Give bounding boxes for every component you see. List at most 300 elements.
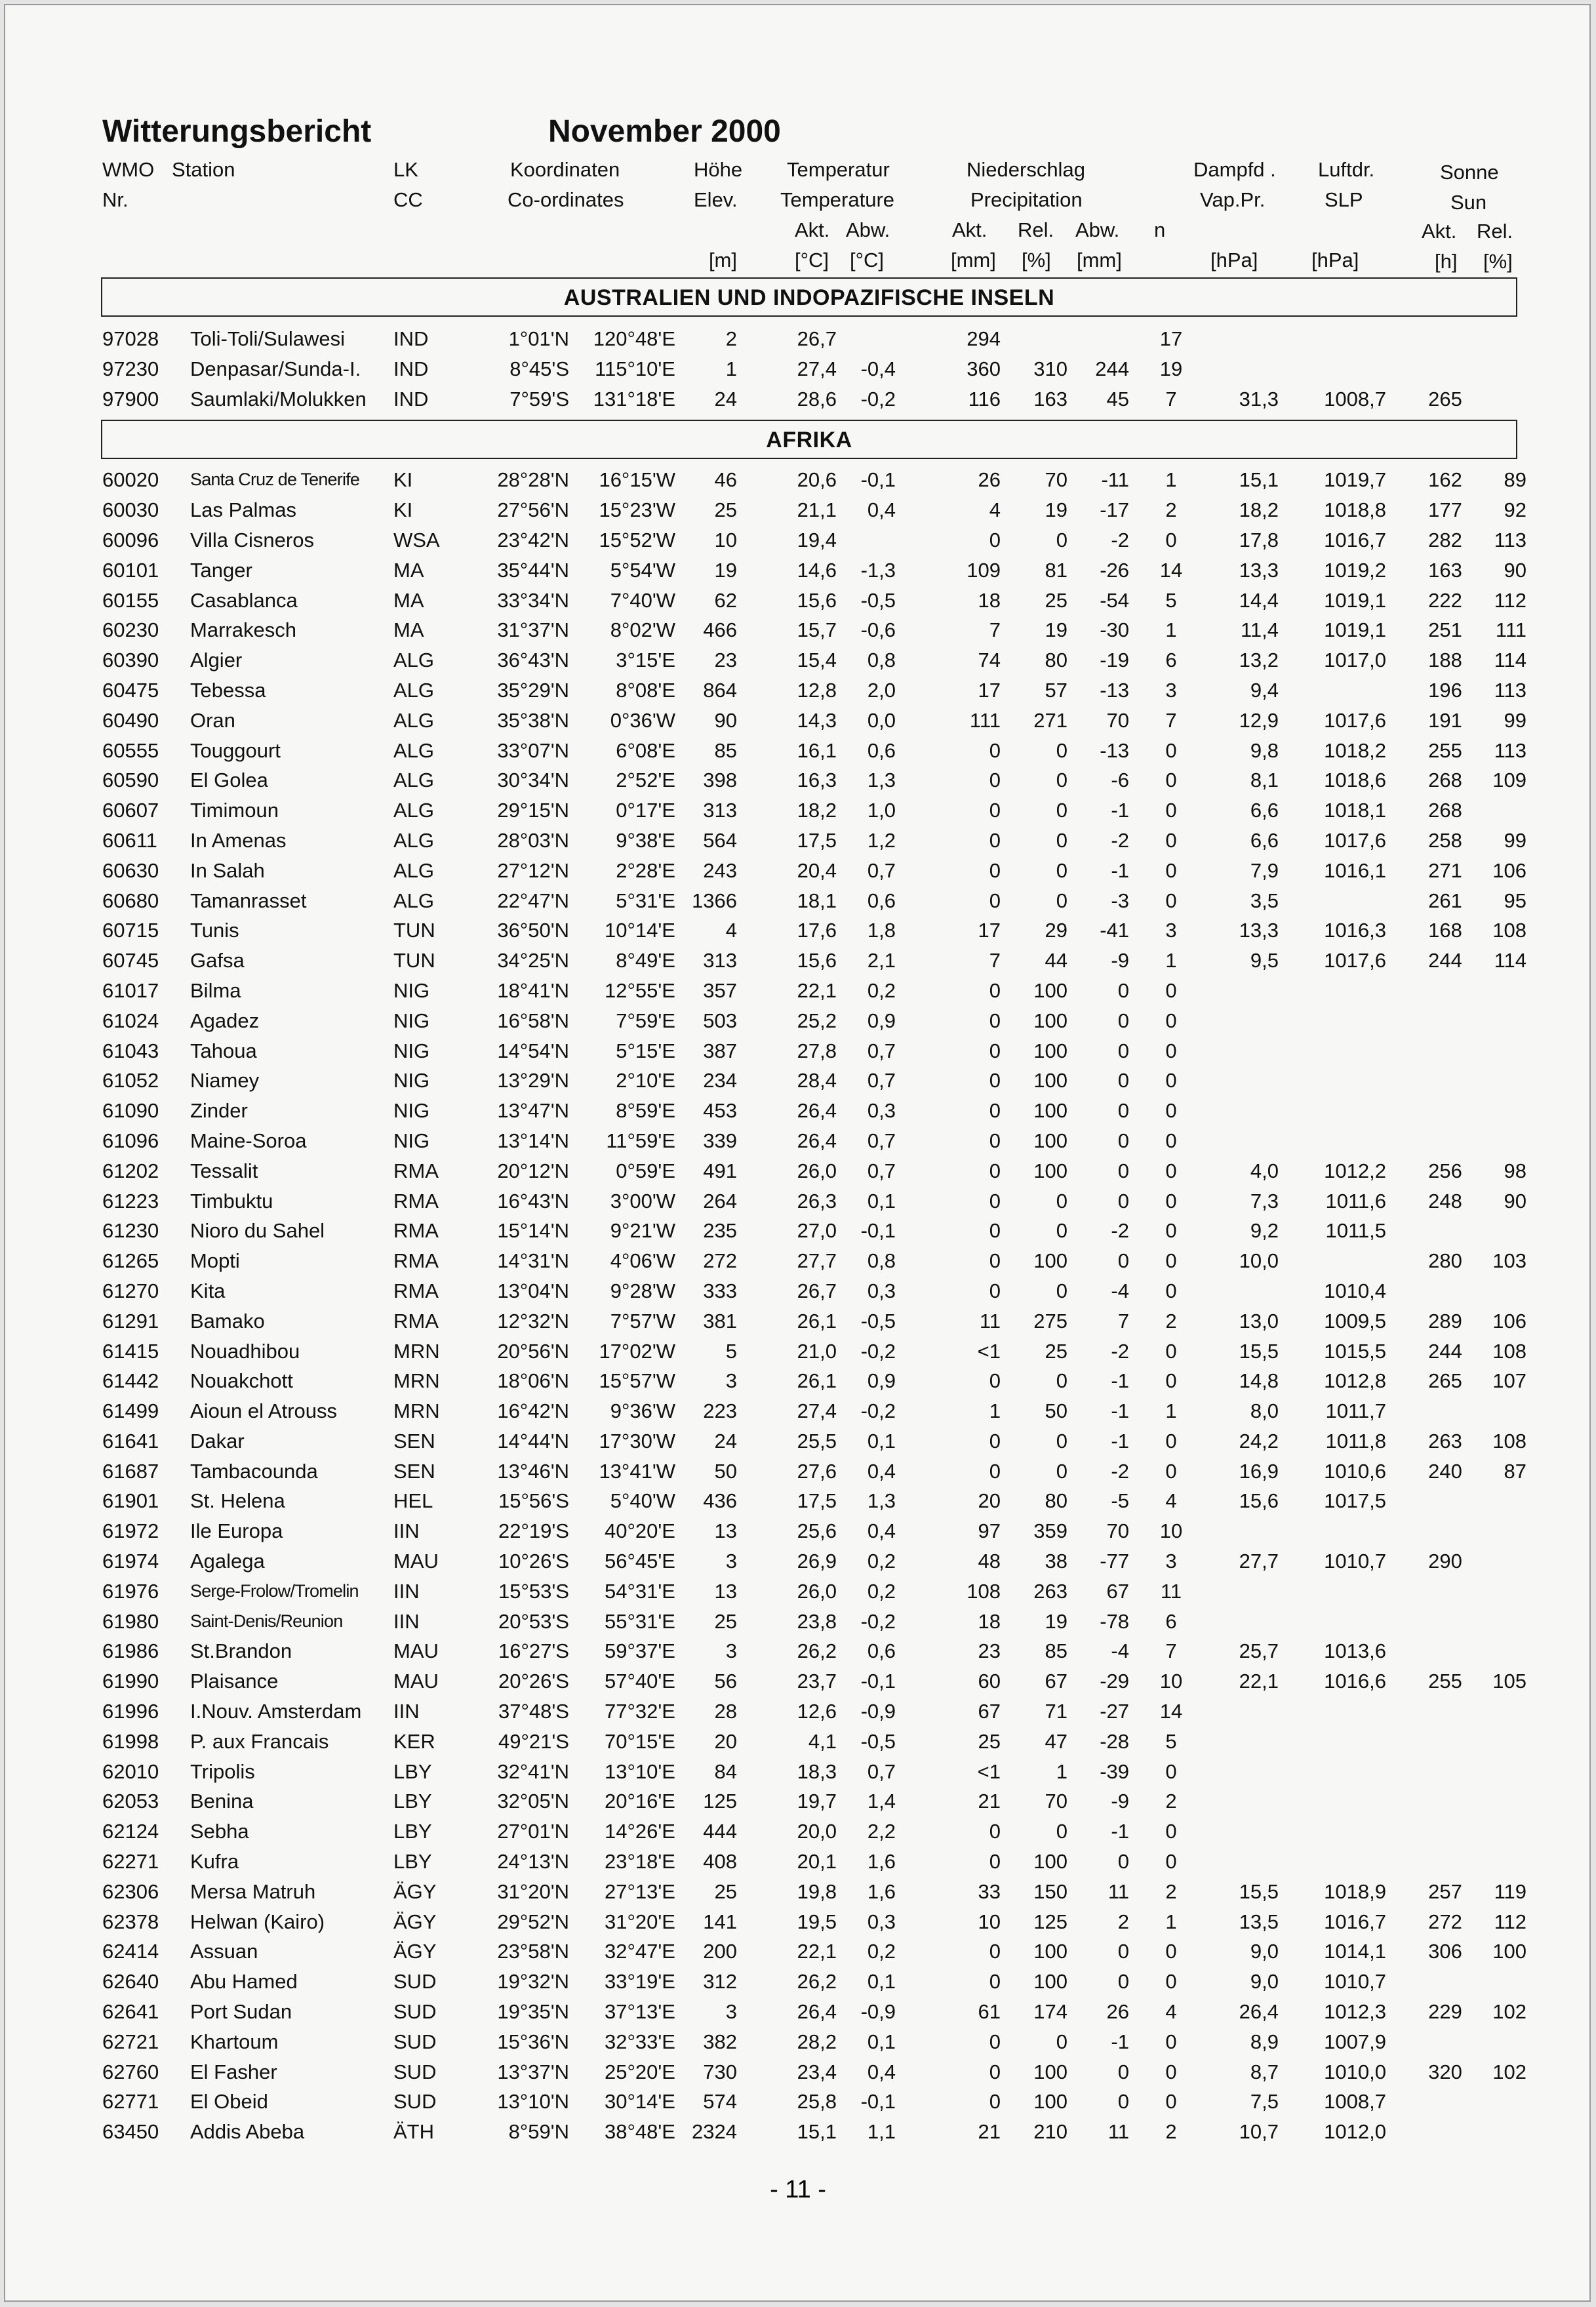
table-row <box>97 1066 1540 1096</box>
header-temp-unit1: [°C] <box>795 249 829 271</box>
prec-actual: <1 <box>977 1339 1001 1363</box>
prec-deviation: 0 <box>1117 1970 1129 1994</box>
station-name: Tessalit <box>190 1159 258 1182</box>
prec-relative: 85 <box>1045 1639 1067 1663</box>
prec-deviation: -5 <box>1111 1489 1129 1513</box>
prec-relative: 100 <box>1033 2090 1067 2114</box>
elevation: 13 <box>714 1519 737 1543</box>
temp-actual: 18,2 <box>797 799 837 822</box>
prec-deviation: -41 <box>1100 919 1129 942</box>
vapour-pressure: 12,9 <box>1239 708 1279 732</box>
temp-deviation: 0,8 <box>867 1249 896 1273</box>
vapour-pressure: 9,2 <box>1250 1219 1279 1243</box>
header-hpa2: [hPa] <box>1311 249 1359 271</box>
header-temperature: Temperature <box>780 188 895 211</box>
station-name: Nouakchott <box>190 1369 293 1393</box>
prec-days: 0 <box>1165 889 1177 912</box>
temp-actual: 17,6 <box>797 919 837 942</box>
prec-days: 0 <box>1165 1129 1177 1152</box>
wmo-number: 61974 <box>102 1550 159 1573</box>
elevation: 125 <box>703 1790 737 1813</box>
vapour-pressure: 14,8 <box>1239 1369 1279 1393</box>
temp-deviation: 0,4 <box>867 498 896 522</box>
latitude: 20°26'S <box>498 1670 569 1693</box>
sun-relative: 108 <box>1492 1429 1526 1453</box>
header-wmo: WMO <box>102 158 155 181</box>
prec-deviation: -30 <box>1100 618 1129 642</box>
sun-relative: 100 <box>1492 1940 1526 1963</box>
prec-deviation: -78 <box>1100 1609 1129 1633</box>
latitude: 20°12'N <box>497 1159 569 1182</box>
vapour-pressure: 6,6 <box>1250 828 1279 852</box>
vapour-pressure: 13,2 <box>1239 649 1279 672</box>
longitude: 30°14'E <box>605 2090 675 2114</box>
elevation: 574 <box>703 2090 737 2114</box>
temp-actual: 21,0 <box>797 1339 837 1363</box>
station-name: Serge-Frolow/Tromelin <box>190 1580 359 1601</box>
latitude: 23°58'N <box>497 1940 569 1963</box>
prec-days: 0 <box>1165 1970 1177 1994</box>
elevation: 491 <box>703 1159 737 1182</box>
prec-deviation: -17 <box>1100 498 1129 522</box>
prec-actual: 33 <box>978 1879 1001 1903</box>
table-row <box>97 1727 1540 1757</box>
sea-level-pressure: 1009,5 <box>1324 1309 1386 1333</box>
longitude: 23°18'E <box>605 1850 675 1874</box>
longitude: 2°52'E <box>616 769 675 792</box>
temp-actual: 20,4 <box>797 858 837 882</box>
temp-deviation: 0,3 <box>867 1099 896 1123</box>
prec-relative: 310 <box>1033 357 1067 380</box>
header-niederschlag: Niederschlag <box>967 158 1085 181</box>
prec-actual: 0 <box>989 1039 1001 1062</box>
elevation: 141 <box>703 1910 737 1933</box>
prec-relative: 1 <box>1056 1759 1067 1783</box>
prec-actual: 0 <box>989 528 1001 552</box>
prec-deviation: 0 <box>1117 2060 1129 2083</box>
sun-relative: 90 <box>1504 558 1526 582</box>
latitude: 33°34'N <box>497 588 569 612</box>
prec-relative: 174 <box>1033 2000 1067 2024</box>
header-hpa1: [hPa] <box>1210 249 1258 271</box>
elevation: 50 <box>714 1459 737 1483</box>
table-row <box>97 1517 1540 1547</box>
prec-days: 7 <box>1165 1639 1177 1663</box>
sea-level-pressure: 1012,8 <box>1324 1369 1386 1393</box>
elevation: 730 <box>703 2060 737 2083</box>
prec-deviation: -1 <box>1111 1429 1129 1453</box>
wmo-number: 60030 <box>102 498 159 522</box>
table-row <box>97 1277 1540 1307</box>
temp-deviation: -0,5 <box>860 588 896 612</box>
prec-relative: 50 <box>1045 1399 1067 1423</box>
temp-actual: 28,4 <box>797 1069 837 1093</box>
station-name: Kita <box>190 1279 226 1302</box>
temp-deviation: -0,2 <box>860 387 896 411</box>
station-name: Timimoun <box>190 799 279 822</box>
country-code: IIN <box>393 1519 420 1543</box>
latitude: 35°29'N <box>497 678 569 702</box>
temp-deviation: 0,2 <box>867 1550 896 1573</box>
wmo-number: 62414 <box>102 1940 159 1963</box>
table-row <box>97 1307 1540 1337</box>
vapour-pressure: 7,9 <box>1250 858 1279 882</box>
country-code: MA <box>393 588 424 612</box>
prec-relative: 275 <box>1033 1309 1067 1333</box>
prec-actual: 4 <box>989 498 1001 522</box>
prec-days: 0 <box>1165 2060 1177 2083</box>
sun-hours: 251 <box>1428 618 1462 642</box>
wmo-number: 62640 <box>102 1970 159 1994</box>
station-name: Helwan (Kairo) <box>190 1910 325 1933</box>
prec-relative: 100 <box>1033 1159 1067 1182</box>
wmo-number: 63450 <box>102 2120 159 2144</box>
country-code: MRN <box>393 1399 440 1423</box>
country-code: LBY <box>393 1759 432 1783</box>
wmo-number: 61291 <box>102 1309 159 1333</box>
sea-level-pressure: 1018,6 <box>1324 769 1386 792</box>
prec-actual: 0 <box>989 1099 1001 1123</box>
wmo-number: 60096 <box>102 528 159 552</box>
station-name: Ile Europa <box>190 1519 283 1543</box>
longitude: 3°15'E <box>616 649 675 672</box>
longitude: 5°54'W <box>610 558 675 582</box>
sun-relative: 108 <box>1492 1339 1526 1363</box>
longitude: 13°10'E <box>605 1759 675 1783</box>
temp-actual: 27,0 <box>797 1219 837 1243</box>
prec-days: 0 <box>1165 828 1177 852</box>
wmo-number: 60101 <box>102 558 159 582</box>
temp-deviation: 0,6 <box>867 1639 896 1663</box>
temp-deviation: 1,2 <box>867 828 896 852</box>
prec-actual: 26 <box>978 468 1001 492</box>
vapour-pressure: 6,6 <box>1250 799 1279 822</box>
prec-relative: 67 <box>1045 1670 1067 1693</box>
sun-hours: 268 <box>1428 799 1462 822</box>
prec-days: 17 <box>1159 327 1183 350</box>
temp-actual: 16,3 <box>797 769 837 792</box>
prec-relative: 100 <box>1033 1099 1067 1123</box>
elevation: 10 <box>714 528 737 552</box>
station-name: Mersa Matruh <box>190 1879 316 1903</box>
table-row <box>97 916 1540 946</box>
station-name: Agadez <box>190 1009 260 1032</box>
prec-days: 1 <box>1165 949 1177 973</box>
elevation: 56 <box>714 1670 737 1693</box>
prec-actual: 360 <box>967 357 1001 380</box>
prec-deviation: -77 <box>1100 1550 1129 1573</box>
prec-deviation: 7 <box>1117 1309 1129 1333</box>
temp-deviation: 0,7 <box>867 858 896 882</box>
longitude: 15°23'W <box>599 498 675 522</box>
station-name: Denpasar/Sunda-I. <box>190 357 361 380</box>
table-row <box>97 2087 1540 2117</box>
longitude: 2°10'E <box>616 1069 675 1093</box>
temp-deviation: -0,2 <box>860 1399 896 1423</box>
latitude: 35°44'N <box>497 558 569 582</box>
prec-actual: 0 <box>989 889 1001 912</box>
prec-actual: 0 <box>989 2060 1001 2083</box>
prec-days: 6 <box>1165 1609 1177 1633</box>
wmo-number: 61901 <box>102 1489 159 1513</box>
prec-deviation: -39 <box>1100 1759 1129 1783</box>
prec-days: 0 <box>1165 1009 1177 1032</box>
sun-hours: 168 <box>1428 919 1462 942</box>
table-row <box>97 706 1540 736</box>
elevation: 25 <box>714 498 737 522</box>
station-name: Aioun el Atrouss <box>190 1399 338 1423</box>
table-row <box>97 1247 1540 1277</box>
longitude: 0°17'E <box>616 799 675 822</box>
temp-deviation: -0,1 <box>860 1219 896 1243</box>
country-code: NIG <box>393 1099 430 1123</box>
table-row <box>97 1937 1540 1967</box>
header-coordinates: Co-ordinates <box>508 188 624 211</box>
wmo-number: 61415 <box>102 1339 159 1363</box>
prec-relative: 100 <box>1033 1129 1067 1152</box>
elevation: 2324 <box>692 2120 737 2144</box>
temp-deviation: 0,1 <box>867 1970 896 1994</box>
latitude: 18°41'N <box>497 978 569 1002</box>
prec-days: 3 <box>1165 1550 1177 1573</box>
latitude: 13°29'N <box>497 1069 569 1093</box>
vapour-pressure: 15,5 <box>1239 1879 1279 1903</box>
prec-relative: 29 <box>1045 919 1067 942</box>
longitude: 32°33'E <box>605 2030 675 2053</box>
sun-hours: 255 <box>1428 1670 1462 1693</box>
temp-actual: 19,7 <box>797 1790 837 1813</box>
temp-deviation: 0,4 <box>867 1459 896 1483</box>
prec-days: 0 <box>1165 2030 1177 2053</box>
table-row <box>97 946 1540 976</box>
sea-level-pressure: 1019,7 <box>1324 468 1386 492</box>
header-prec-n: n <box>1154 218 1166 241</box>
header-sun-unit2: [%] <box>1483 250 1513 273</box>
prec-actual: 0 <box>989 1189 1001 1213</box>
table-row <box>97 1667 1540 1697</box>
station-name: Casablanca <box>190 588 298 612</box>
header-prec-abw: Abw. <box>1075 218 1120 241</box>
table-row <box>97 466 1540 496</box>
table-row <box>97 385 1540 415</box>
wmo-number: 60475 <box>102 678 159 702</box>
latitude: 18°06'N <box>497 1369 569 1393</box>
prec-relative: 100 <box>1033 1009 1067 1032</box>
header-temp-abw: Abw. <box>846 218 890 241</box>
prec-actual: 17 <box>978 678 1001 702</box>
prec-actual: 0 <box>989 769 1001 792</box>
latitude: 32°41'N <box>497 1759 569 1783</box>
temp-deviation: 0,6 <box>867 889 896 912</box>
country-code: ALG <box>393 799 435 822</box>
header-dampfd: Dampfd . <box>1193 158 1276 181</box>
country-code: IND <box>393 357 429 380</box>
wmo-number: 62306 <box>102 1879 159 1903</box>
country-code: WSA <box>393 528 440 552</box>
country-code: ALG <box>393 769 435 792</box>
temp-deviation: 0,9 <box>867 1369 896 1393</box>
prec-relative: 0 <box>1056 1219 1067 1243</box>
latitude: 15°53'S <box>498 1579 569 1603</box>
prec-deviation: 0 <box>1117 1009 1129 1032</box>
temp-deviation: 0,3 <box>867 1910 896 1933</box>
elevation: 466 <box>703 618 737 642</box>
elevation: 5 <box>725 1339 737 1363</box>
elevation: 1366 <box>692 889 737 912</box>
prec-relative: 150 <box>1033 1879 1067 1903</box>
prec-deviation: 70 <box>1106 708 1129 732</box>
prec-relative: 0 <box>1056 858 1067 882</box>
elevation: 264 <box>703 1189 737 1213</box>
prec-relative: 100 <box>1033 1850 1067 1874</box>
vapour-pressure: 26,4 <box>1239 2000 1279 2024</box>
vapour-pressure: 16,9 <box>1239 1459 1279 1483</box>
vapour-pressure: 9,0 <box>1250 1970 1279 1994</box>
temp-deviation: 2,2 <box>867 1820 896 1843</box>
wmo-number: 60630 <box>102 858 159 882</box>
prec-days: 4 <box>1165 1489 1177 1513</box>
vapour-pressure: 9,8 <box>1250 738 1279 762</box>
longitude: 38°48'E <box>605 2120 675 2144</box>
station-name: Tambacounda <box>190 1459 318 1483</box>
temp-deviation: 1,0 <box>867 799 896 822</box>
temp-actual: 12,6 <box>797 1700 837 1723</box>
temp-actual: 14,3 <box>797 708 837 732</box>
sea-level-pressure: 1016,6 <box>1324 1670 1386 1693</box>
vapour-pressure: 11,4 <box>1240 618 1279 642</box>
vapour-pressure: 4,0 <box>1250 1159 1279 1182</box>
temp-actual: 26,0 <box>797 1159 837 1182</box>
station-name: Toli-Toli/Sulawesi <box>190 327 346 350</box>
prec-deviation: -2 <box>1111 828 1129 852</box>
station-name: P. aux Francais <box>190 1729 329 1753</box>
temp-actual: 19,4 <box>797 528 837 552</box>
temp-actual: 18,1 <box>797 889 837 912</box>
prec-relative: 57 <box>1045 678 1067 702</box>
header-unit-m: [m] <box>708 249 737 271</box>
wmo-number: 97028 <box>102 327 159 350</box>
temp-actual: 27,7 <box>797 1249 837 1273</box>
prec-deviation: 0 <box>1117 1039 1129 1062</box>
latitude: 37°48'S <box>498 1700 569 1723</box>
station-name: El Obeid <box>190 2090 268 2114</box>
prec-actual: 0 <box>989 1009 1001 1032</box>
prec-deviation: -1 <box>1111 858 1129 882</box>
latitude: 13°10'N <box>497 2090 569 2114</box>
latitude: 30°34'N <box>497 769 569 792</box>
latitude: 8°59'N <box>508 2120 569 2144</box>
temp-actual: 23,7 <box>797 1670 837 1693</box>
country-code: MAU <box>393 1550 439 1573</box>
sun-hours: 196 <box>1428 678 1462 702</box>
wmo-number: 62124 <box>102 1820 159 1843</box>
temp-actual: 27,6 <box>797 1459 837 1483</box>
country-code: SEN <box>393 1429 435 1453</box>
temp-actual: 25,8 <box>797 2090 837 2114</box>
elevation: 19 <box>714 558 737 582</box>
longitude: 11°59'E <box>606 1129 675 1152</box>
sea-level-pressure: 1016,7 <box>1324 1910 1386 1933</box>
prec-days: 0 <box>1165 1069 1177 1093</box>
country-code: MRN <box>393 1369 440 1393</box>
station-table <box>97 277 1540 2148</box>
report-page <box>4 4 1591 2302</box>
header-sun-rel: Rel. <box>1477 220 1513 243</box>
latitude: 15°36'N <box>497 2030 569 2053</box>
prec-days: 1 <box>1165 618 1177 642</box>
wmo-number: 61270 <box>102 1279 159 1302</box>
title-row <box>97 113 1540 154</box>
prec-relative: 0 <box>1056 1279 1067 1302</box>
country-code: ALG <box>393 708 435 732</box>
prec-days: 2 <box>1165 498 1177 522</box>
longitude: 27°13'E <box>605 1879 675 1903</box>
sun-hours: 320 <box>1428 2060 1462 2083</box>
prec-relative: 81 <box>1045 558 1067 582</box>
prec-days: 0 <box>1165 528 1177 552</box>
sun-relative: 119 <box>1494 1879 1526 1903</box>
table-row <box>97 736 1540 767</box>
sun-relative: 95 <box>1504 889 1526 912</box>
wmo-number: 61052 <box>102 1069 159 1093</box>
vapour-pressure: 8,7 <box>1250 2060 1279 2083</box>
sea-level-pressure: 1017,6 <box>1324 828 1386 852</box>
vapour-pressure: 15,5 <box>1239 1339 1279 1363</box>
temp-deviation: 0,7 <box>867 1759 896 1783</box>
prec-relative: 0 <box>1056 799 1067 822</box>
prec-relative: 100 <box>1033 1069 1067 1093</box>
prec-actual: 0 <box>989 2090 1001 2114</box>
latitude: 32°05'N <box>497 1790 569 1813</box>
elevation: 408 <box>703 1850 737 1874</box>
station-name: Tahoua <box>190 1039 257 1062</box>
elevation: 2 <box>725 327 737 350</box>
header-prec-unit2: [%] <box>1022 249 1051 271</box>
header-prec-unit3: [mm] <box>1077 249 1122 271</box>
wmo-number: 61990 <box>102 1670 159 1693</box>
longitude: 9°38'E <box>616 828 675 852</box>
prec-actual: 21 <box>978 2120 1001 2144</box>
longitude: 12°55'E <box>605 978 675 1002</box>
sea-level-pressure: 1017,0 <box>1324 649 1386 672</box>
table-row <box>97 856 1540 887</box>
sun-relative: 99 <box>1504 828 1526 852</box>
country-code: MAU <box>393 1639 439 1663</box>
station-name: Port Sudan <box>190 2000 292 2024</box>
prec-relative: 70 <box>1045 1790 1067 1813</box>
header-sun: Sun <box>1450 191 1487 214</box>
table-row <box>97 1817 1540 1847</box>
prec-days: 0 <box>1165 1429 1177 1453</box>
longitude: 115°10'E <box>595 357 675 380</box>
sea-level-pressure: 1019,1 <box>1324 588 1386 612</box>
sun-relative: 90 <box>1504 1189 1526 1213</box>
vapour-pressure: 10,0 <box>1239 1249 1279 1273</box>
prec-relative: 0 <box>1056 2030 1067 2053</box>
temp-deviation: 0,8 <box>867 649 896 672</box>
table-row <box>97 826 1540 856</box>
prec-relative: 0 <box>1056 828 1067 852</box>
prec-days: 1 <box>1165 1910 1177 1933</box>
table-row <box>97 586 1540 616</box>
temp-deviation: 1,1 <box>867 2120 896 2144</box>
sun-relative: 113 <box>1494 678 1526 702</box>
temp-actual: 26,1 <box>797 1309 837 1333</box>
station-name: Bilma <box>190 978 241 1002</box>
prec-actual: 0 <box>989 1850 1001 1874</box>
longitude: 0°36'W <box>610 708 675 732</box>
wmo-number: 60390 <box>102 649 159 672</box>
